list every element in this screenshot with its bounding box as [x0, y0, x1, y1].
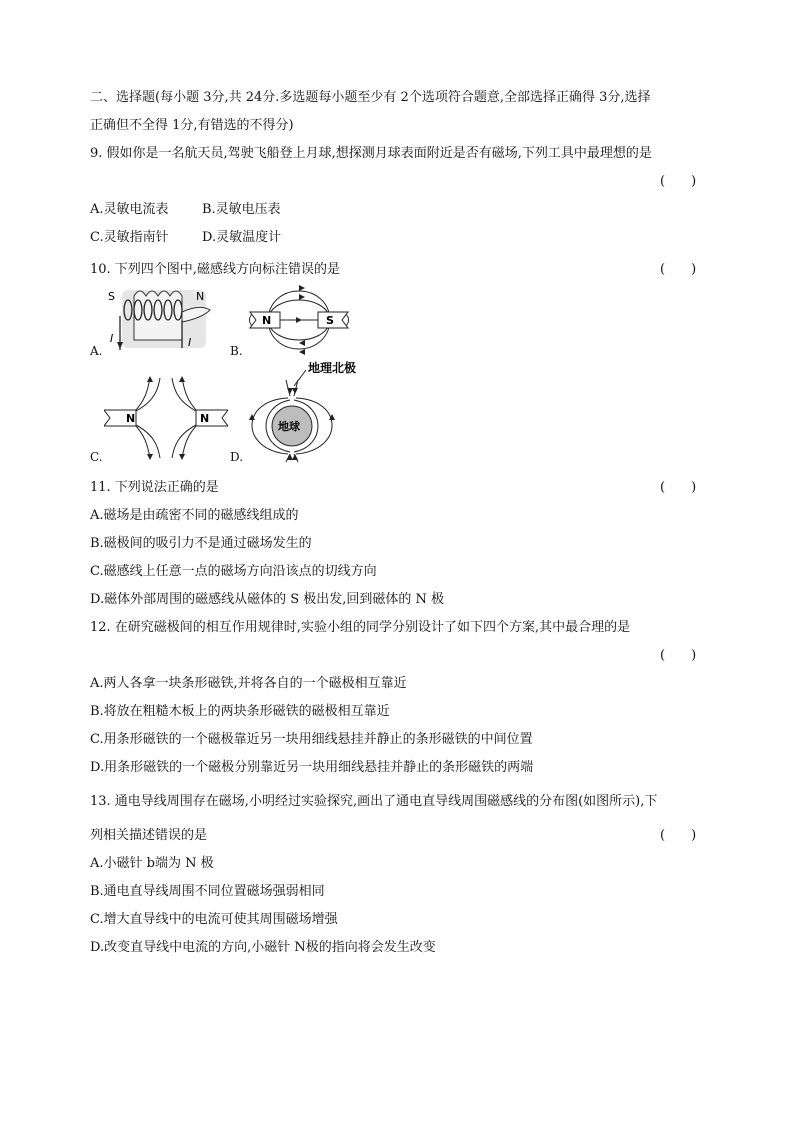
current-arrow-left [117, 342, 123, 349]
arrow-3 [299, 349, 305, 355]
q12-stem: 12. 在研究磁极间的相互作用规律时,实验小组的同学分别设计了如下四个方案,其中最合理的是 [90, 620, 631, 635]
q13-option-c: C.增大直导线中的电流可使其周围磁场增强 [90, 912, 338, 927]
label-n1: N [126, 412, 136, 425]
q9-option-d: D.灵敏温度计 [202, 230, 282, 245]
label-n: N [196, 290, 205, 303]
q10-answer-paren: ( ) [660, 262, 697, 277]
q10-label-c: C. [90, 450, 103, 464]
q13-option-d: D.改变直导线中电流的方向,小磁针 N极的指向将会发生改变 [90, 940, 436, 955]
q12-answer-paren: ( ) [660, 648, 697, 663]
q11-option-b: B.磁极间的吸引力不是通过磁场发生的 [90, 536, 312, 551]
label-earth: 地球 [278, 420, 300, 433]
arrow-4 [179, 454, 185, 460]
field-lines [134, 378, 198, 458]
q12-option-d: D.用条形磁铁的一个磁极分别靠近另一块用细线悬挂并静止的条形磁铁的两端 [90, 760, 534, 775]
q10-label-b: B. [230, 344, 243, 358]
q12-option-a: A.两人各拿一块条形磁铁,并将各自的一个磁极相互靠近 [90, 676, 407, 691]
label-s: S [326, 314, 334, 327]
q11-option-a: A.磁场是由疏密不同的磁感线组成的 [90, 508, 299, 523]
label-current-2: I [188, 336, 192, 349]
q11-stem: 11. 下列说法正确的是 [90, 480, 219, 495]
q12-option-c: C.用条形磁铁的一个磁极靠近另一块用细线悬挂并静止的条形磁铁的中间位置 [90, 732, 533, 747]
q10-figure-d [244, 358, 368, 464]
q10-figure-a [104, 282, 222, 354]
label-s: S [108, 290, 115, 303]
label-n2: N [200, 412, 210, 425]
q13-stem-cont: 列相关描述错误的是 [90, 828, 208, 843]
q10-stem: 10. 下列四个图中,磁感线方向标注错误的是 [90, 262, 340, 277]
q12-option-b: B.将放在粗糙木板上的两块条形磁铁的磁极相互靠近 [90, 704, 390, 719]
q9-option-b: B.灵敏电压表 [202, 202, 281, 217]
arrow-5 [296, 317, 302, 323]
arrow-3 [147, 454, 153, 460]
q11-option-c: C.磁感线上任意一点的磁场方向沿该点的切线方向 [90, 564, 377, 579]
q11-answer-paren: ( ) [660, 480, 697, 495]
q9-stem: 9. 假如你是一名航天员,驾驶飞船登上月球,想探测月球表面附近是否有磁场,下列工具中最理想的是 [90, 146, 652, 161]
label-geographic-north: 地理北极 [308, 361, 357, 375]
q9-option-a: A.灵敏电流表 [90, 202, 169, 217]
pointer-line [294, 370, 306, 386]
q10-label-a: A. [90, 344, 103, 358]
q10-label-d: D. [230, 450, 244, 464]
arrow-1 [287, 388, 293, 394]
q11-option-d: D.磁体外部周围的磁感线从磁体的 S 极出发,回到磁体的 N 极 [90, 592, 445, 607]
arrow-1 [299, 285, 305, 291]
q13-option-a: A.小磁针 b端为 N 极 [90, 856, 214, 871]
label-current-1: I [110, 332, 114, 345]
arrow-6 [292, 454, 298, 460]
q13-stem: 13. 通电导线周围存在磁场,小明经过实验探究,画出了通电直导线周围磁感线的分布图(如图所示),下 [90, 794, 658, 809]
section-heading-cont: 正确但不全得 1分,有错选的不得分) [90, 118, 294, 133]
q9-answer-paren: ( ) [660, 174, 697, 189]
q10-figure-b [244, 280, 354, 360]
section-heading: 二、选择题(每小题 3分,共 24分.多选题每小题至少有 2个选项符合题意,全部选择正确得 3分,选择 [90, 90, 651, 105]
arrow-1 [147, 376, 153, 382]
label-n: N [262, 314, 272, 327]
arrow-4 [299, 340, 305, 346]
q13-option-b: B.通电直导线周围不同位置磁场强弱相同 [90, 884, 325, 899]
arrow-2 [292, 388, 298, 394]
q9-option-c: C.灵敏指南针 [90, 230, 169, 245]
arrow-5 [287, 454, 293, 460]
arrow-2 [299, 294, 305, 300]
arrow-2 [179, 376, 185, 382]
q10-figure-c [104, 376, 228, 460]
q13-answer-paren: ( ) [660, 828, 697, 843]
